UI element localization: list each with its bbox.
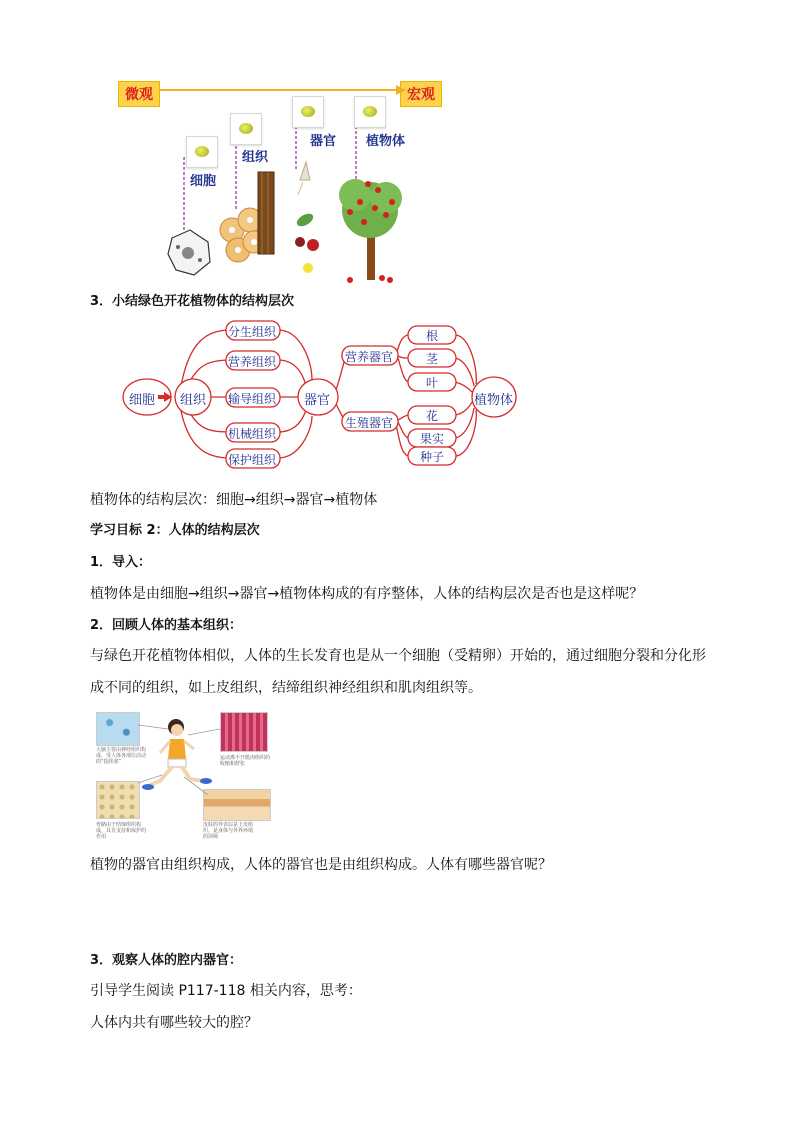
muscle-caption: 运动离不开肌肉组织的收缩和舒张 bbox=[220, 755, 271, 767]
diagram-organ-flower: 花 bbox=[426, 409, 439, 423]
diagram-tissue-1: 分生组织 bbox=[228, 325, 277, 339]
plant-label: 植物体 bbox=[366, 134, 406, 149]
diagram-organ-root: 根 bbox=[426, 329, 439, 343]
diagram-reproductive-group: 生殖器官 bbox=[345, 416, 394, 430]
plant-cell-drawing bbox=[168, 230, 210, 275]
goal2-title: 学习目标 2：人体的结构层次 bbox=[90, 523, 260, 538]
magnifier-icon bbox=[186, 136, 218, 168]
nerve-caption: 大脑主要由神经组织构成，受人体各部位活动的“指挥部” bbox=[96, 747, 147, 765]
section3-title: 3．小结绿色开花植物体的结构层次 bbox=[90, 294, 295, 309]
diagram-tissue-3: 输导组织 bbox=[228, 392, 277, 406]
review-title: 2．回顾人体的基本组织： bbox=[90, 618, 243, 633]
nerve-tissue-image bbox=[96, 712, 140, 746]
diagram-cell: 细胞 bbox=[129, 393, 156, 408]
review-text-line1: 与绿色开花植物体相似，人体的生长发育也是从一个细胞（受精卵）开始的，通过细胞分裂和分化形 bbox=[90, 648, 706, 664]
tissue-label: 组织 bbox=[242, 150, 269, 165]
connective-tissue-image bbox=[96, 781, 140, 819]
diagram-vegetative-group: 营养器官 bbox=[345, 350, 394, 364]
review-text-line2: 成不同的组织，如上皮组织，结缔组织神经组织和肌肉组织等。 bbox=[90, 680, 482, 696]
magnifier-icon bbox=[292, 96, 324, 128]
organ-question: 植物的器官由组织构成，人体的器官也是由组织构成。人体有哪些器官呢？ bbox=[90, 857, 552, 873]
tissue-drawing bbox=[220, 172, 274, 262]
diagram-organ: 器官 bbox=[304, 393, 331, 408]
diagram-tissue-2: 营养组织 bbox=[228, 355, 277, 369]
diagram-organ-fruit: 果实 bbox=[420, 432, 445, 446]
diagram-organ-seed: 种子 bbox=[420, 450, 445, 464]
plant-hierarchy-sentence: 植物体的结构层次：细胞→组织→器官→植物体 bbox=[90, 492, 378, 508]
magnifier-icon bbox=[230, 113, 262, 145]
intro-text: 植物体是由细胞→组织→器官→植物体构成的有序整体，人体的结构层次是否也是这样呢？ bbox=[90, 586, 644, 602]
diagram-tissue-5: 保护组织 bbox=[228, 453, 277, 467]
magnifier-icon bbox=[354, 96, 386, 128]
diagram-organ-stem: 茎 bbox=[426, 352, 439, 366]
micro-label: 微观 bbox=[118, 81, 160, 107]
running-girl-illustration bbox=[138, 715, 220, 805]
organ-label: 器官 bbox=[310, 134, 337, 149]
diagram-tissue-4: 机械组织 bbox=[228, 427, 277, 441]
cell-label: 细胞 bbox=[190, 174, 217, 189]
muscle-tissue-image bbox=[220, 712, 268, 752]
cavity-question: 人体内共有哪些较大的腔？ bbox=[90, 1015, 258, 1031]
diagram-organ-leaf: 叶 bbox=[426, 376, 439, 390]
observe-title: 3．观察人体的腔内器官： bbox=[90, 953, 243, 968]
tree-drawing bbox=[339, 179, 402, 283]
epithelial-caption: 皮肤的外表层是上皮组织，是身体与外界环境的屏障 bbox=[203, 822, 254, 840]
connective-caption: 骨骼由于结缔组织构成，具有支持和保护的作用 bbox=[96, 822, 147, 840]
guide-text: 引导学生阅读 P117-118 相关内容，思考： bbox=[90, 983, 362, 999]
diagram-plant: 植物体 bbox=[474, 393, 514, 408]
macro-label: 宏观 bbox=[400, 81, 442, 107]
plant-hierarchy-diagram bbox=[0, 320, 794, 480]
organ-drawing bbox=[295, 162, 319, 273]
diagram-tissue: 组织 bbox=[180, 393, 207, 408]
intro-title: 1．导入： bbox=[90, 555, 152, 570]
